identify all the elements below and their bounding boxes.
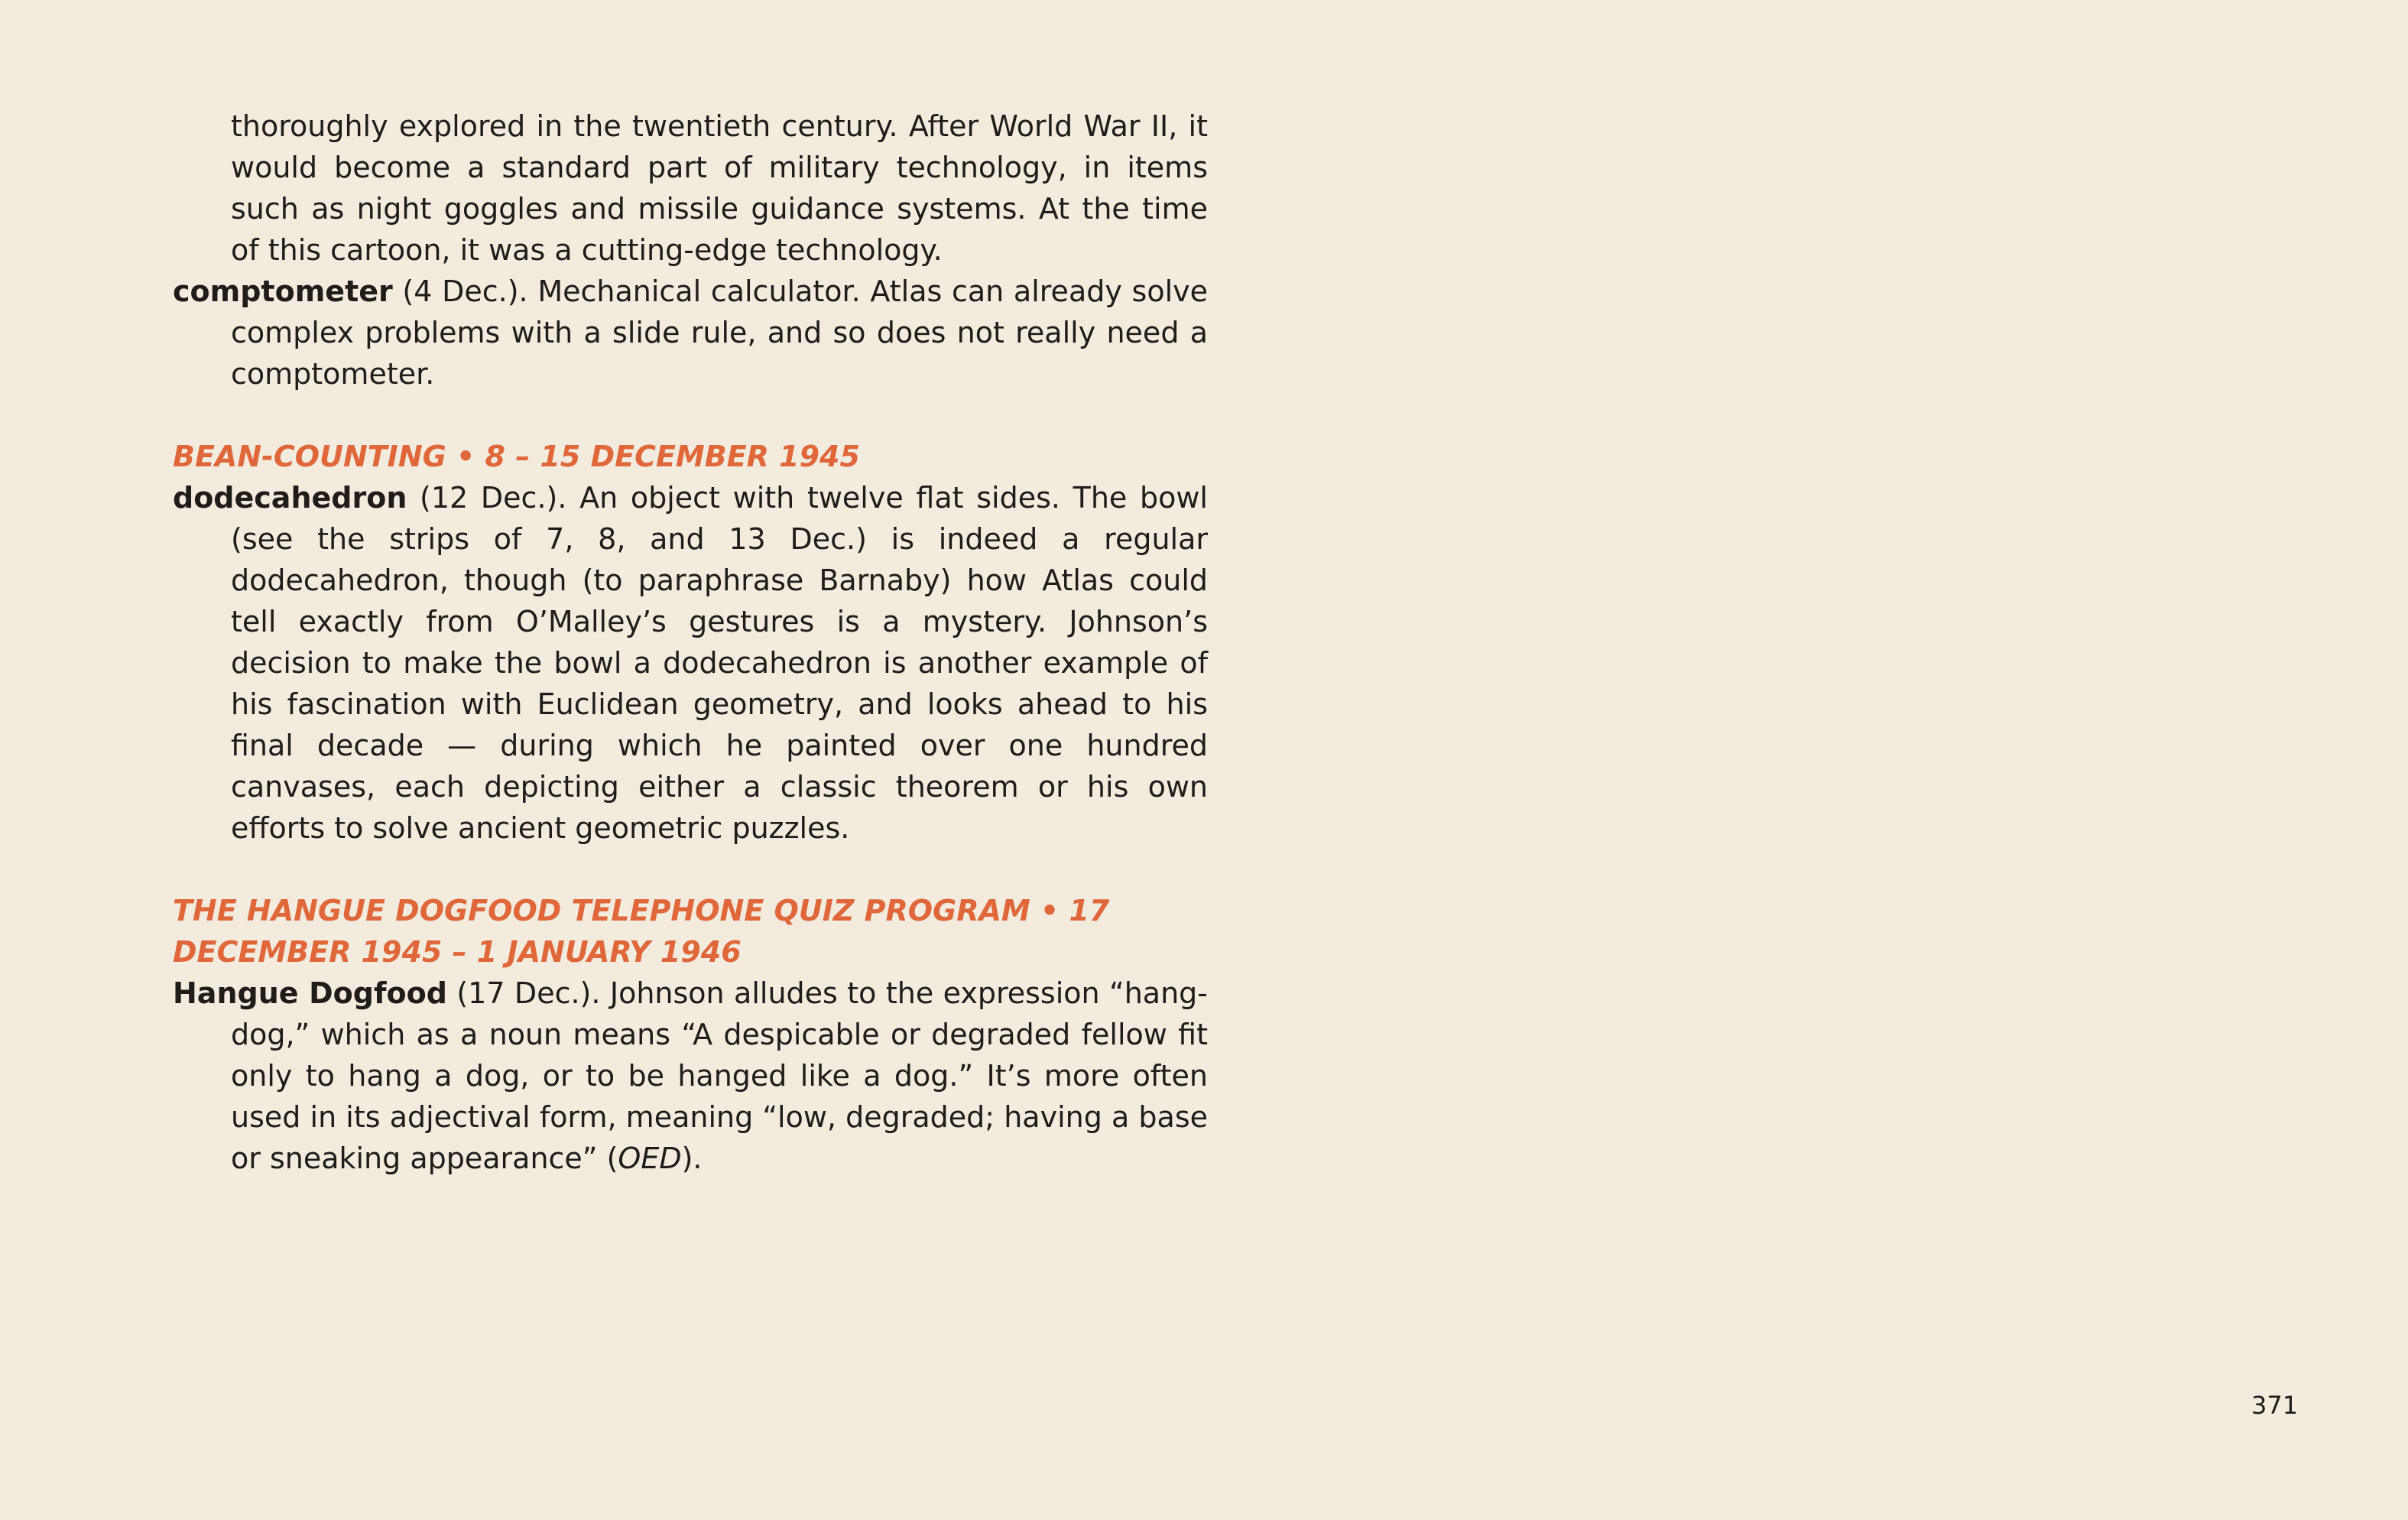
entry-term: dodecahedron [173,481,407,515]
entry-closing: ). [681,1142,703,1175]
citation: OED [618,1142,682,1175]
section-heading-bean-counting: BEAN-COUNTING • 8 – 15 DECEMBER 1945 [173,440,860,473]
page-number: 371 [2251,1391,2299,1420]
entry-text: (4 Dec.). Mechanical calculator. Atlas can already solve complex problems with a slide rule, and so does not really need a comptometer. [231,274,1208,391]
continued-entry [173,106,1208,271]
entry-dodecahedron [173,477,1208,849]
annotation-column [173,106,1208,1179]
entry-text: (17 Dec.). Johnson alludes to the expression “hang-dog,” which as a noun means “A despicable or degraded fellow fit only to hang a dog, or to be hanged like a dog.” It’s more often used in its adjectival form, meaning “low, degraded; having a base or sneaking appearance” ( [231,976,1208,1175]
entry-text: (12 Dec.). An object with twelve flat sides. The bowl (see the strips of 7, 8, and 13 Dec.) is indeed a regular dodecahedron, though (to paraphrase Barnaby) how Atlas could tell exactly from O’Malley’s gestures is a mystery. Johnson’s decision to make the bowl a dodecahedron is another example of his fascination with Euclidean geometry, and looks ahead to his final decade — during which he painted over one hundred canvases, each depicting either a classic theorem or his own efforts to solve ancient geometric puzzles. [231,481,1208,845]
continued-entry-text: thoroughly explored in the twentieth century. After World War II, it would become a standard part of military technology, in items such as night goggles and missile guidance systems. At the time of this cartoon, it was a cutting-edge technology. [231,109,1208,267]
entry-term: comptometer [173,274,393,308]
entry-hangue-dogfood [173,973,1208,1179]
entry-term: Hangue Dogfood [173,976,447,1010]
section-heading-hangue-program: THE HANGUE DOGFOOD TELEPHONE QUIZ PROGRAM • 17 DECEMBER 1945 – 1 JANUARY 1946 [173,894,1110,969]
entry-comptometer [173,271,1208,395]
